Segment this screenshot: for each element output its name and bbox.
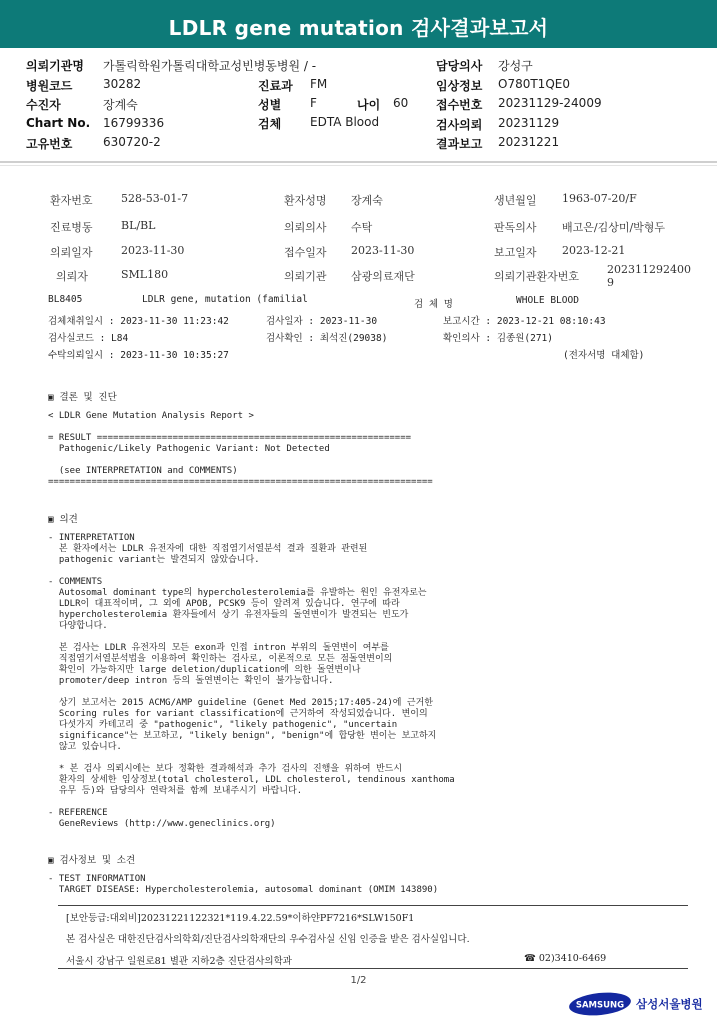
- form-value: 2023-12-21: [562, 244, 626, 257]
- form-label: 환자번호: [50, 194, 93, 207]
- test-name: LDLR gene, mutation (familial: [142, 294, 308, 305]
- text-line: GeneReviews (http://www.geneclinics.org): [48, 819, 276, 829]
- text-line: [48, 753, 455, 764]
- form-label: 의뢰일자: [50, 246, 93, 259]
- form-label: 의뢰자: [56, 270, 88, 283]
- page-number: 1/2: [350, 975, 367, 986]
- header-value: 강성구: [498, 59, 533, 73]
- text-line: TARGET DISEASE: Hypercholesterolemia, autosomal dominant (OMIM 143890): [48, 885, 439, 895]
- samsung-hospital-logo: [568, 990, 706, 1018]
- e-signature-note: (전자서명 대체함): [563, 350, 645, 361]
- text-line: 직접염기서열분석법을 이용하여 확인하는 검사로, 이론적으로 모든 점돌연변이의: [48, 654, 393, 664]
- age-value: 60: [393, 96, 409, 110]
- form-value: 2023-11-30: [351, 244, 415, 257]
- text-line: 않고 있습니다.: [48, 742, 122, 752]
- header-label: 임상정보: [436, 79, 483, 93]
- result-block: [48, 411, 433, 488]
- test-code: BL8405: [48, 294, 83, 305]
- header-value: F: [310, 96, 317, 110]
- header-value: O780T1QE0: [498, 77, 570, 91]
- form-value: SML180: [121, 268, 169, 281]
- form-value: 528-53-01-7: [121, 192, 189, 205]
- header-label: 결과보고: [436, 137, 483, 151]
- text-line: hypercholesterolemia 환자들에서 상기 유전자들의 돌연변이가 발견되는 빈도가: [48, 610, 409, 620]
- header-label: 접수번호: [436, 98, 483, 112]
- header-value: 가톨릭학원가톨릭대학교성빈병동병원 / -: [103, 59, 317, 73]
- text-line: Autosomal dominant type의 hypercholesterolemia를 유발하는 원인 유전자로는: [48, 588, 427, 598]
- header-label: 병원코드: [26, 79, 73, 93]
- lab-code: 검사실코드 : L84: [48, 333, 129, 344]
- form-value: 장계숙: [351, 194, 383, 207]
- text-line: 다섯가지 카테고리 중 "pathogenic", "likely pathogenic", "uncertain: [48, 720, 398, 730]
- header-value: 20231221: [498, 135, 560, 149]
- text-line: [48, 797, 455, 808]
- form-value: 202311292400: [607, 263, 691, 276]
- text-line: - INTERPRETATION: [48, 533, 135, 543]
- text-line: pathogenic variant는 발견되지 않았습니다.: [48, 555, 260, 565]
- form-label: 진료병동: [50, 221, 93, 234]
- form-label: 보고일자: [494, 246, 537, 259]
- text-line: promoter/deep intron 등의 돌연변이는 확인이 불가능합니다.: [48, 676, 334, 686]
- text-line: 본 환자에서는 LDLR 유전자에 대한 직접염기서열분석 결과 질환과 관련된: [48, 544, 368, 554]
- header-label: Chart No.: [26, 116, 91, 130]
- header-label: 진료과: [258, 79, 293, 93]
- opinion-block: [48, 533, 455, 830]
- text-line: 본 검사는 LDLR 유전자의 모든 exon과 인접 intron 부위의 돌연변이 여부를: [48, 643, 389, 653]
- text-line: (see INTERPRETATION and COMMENTS): [48, 466, 238, 476]
- text-line: [48, 455, 433, 466]
- text-line: 환자의 상세한 임상정보(total cholesterol, LDL cholesterol, tendinous xanthoma: [48, 775, 455, 785]
- header-label: 의뢰기관명: [26, 59, 84, 73]
- certification-line: 본 검사실은 대한진단검사의학회/진단검사의학재단의 우수검사실 신임 인증을 받은 검사실입니다.: [66, 934, 470, 945]
- header-label: 담당의사: [436, 59, 483, 73]
- header-value: 16799336: [103, 116, 165, 130]
- address-line: 서울시 강남구 일원로81 별관 지하2층 진단검사의학과: [66, 956, 292, 967]
- report-time: 보고시간 : 2023-12-21 08:10:43: [443, 316, 606, 327]
- header-label: 수진자: [26, 98, 61, 112]
- header-value: 630720-2: [103, 135, 161, 149]
- age-label: 나이: [357, 98, 381, 112]
- text-line: [48, 422, 433, 433]
- report-header-bar: [0, 0, 717, 48]
- text-line: significance"는 보고하고, "likely benign", "benign"에 합당한 변이는 보고하지: [48, 731, 437, 741]
- text-line: 다양합니다.: [48, 621, 108, 631]
- header-value: EDTA Blood: [310, 115, 380, 129]
- header-value: 20231129-24009: [498, 96, 602, 110]
- text-line: < LDLR Gene Mutation Analysis Report >: [48, 411, 254, 421]
- header-value: 30282: [103, 77, 142, 91]
- samsung-logo-icon: [568, 990, 706, 1018]
- form-value: 수탁: [351, 221, 373, 234]
- text-line: * 본 검사 의뢰시에는 보다 정확한 결과해석과 추가 검사의 진행을 위하여 반드시: [48, 764, 403, 774]
- header-label: 검사의뢰: [436, 118, 483, 132]
- header-value: 장계숙: [103, 98, 138, 112]
- header-label: 고유번호: [26, 137, 73, 151]
- form-label: 판독의사: [494, 221, 537, 234]
- info-section-title: ▣ 검사정보 및 소견: [48, 855, 136, 866]
- header-label: 검체: [258, 117, 282, 131]
- text-line: [48, 687, 455, 698]
- header-label: 성별: [258, 98, 282, 112]
- request-datetime: 수탁의뢰일시 : 2023-11-30 10:35:27: [48, 350, 229, 361]
- text-line: - TEST INFORMATION: [48, 874, 146, 884]
- info-block: [48, 874, 438, 896]
- form-value: 삼광의료재단: [351, 270, 415, 283]
- report-title: LDLR gene mutation 검사결과보고서: [168, 16, 549, 40]
- text-line: = RESULT ==========================================================: [48, 433, 412, 443]
- header-value: 20231129: [498, 116, 560, 130]
- text-line: LDLR이 대표적이며, 그 외에 APOB, PCSK9 등이 알려져 있습니다. 연구에 따라: [48, 599, 400, 609]
- form-value: 배고은/김상미/박형두: [562, 221, 666, 234]
- form-label: 의뢰의사: [284, 221, 327, 234]
- logo-en-text: SAMSUNG: [575, 1000, 625, 1011]
- form-label: 접수일자: [284, 246, 327, 259]
- text-line: [48, 632, 455, 643]
- form-value-cont: 9: [607, 276, 614, 289]
- security-line: [보안등급:대외비]20231221122321*119.4.22.59*이하얀PF7216*SLW150F1: [66, 913, 415, 924]
- form-label: 의뢰기관환자번호: [494, 270, 580, 283]
- form-value: BL/BL: [121, 219, 156, 232]
- text-line: Scoring rules for variant classification에 근거하여 작성되었습니다. 변이의: [48, 709, 428, 719]
- logo-ko-text: 삼성서울병원: [636, 997, 703, 1011]
- collect-datetime: 검체채취일시 : 2023-11-30 11:23:42: [48, 316, 229, 327]
- test-verifier: 검사확인 : 최석진(29038): [266, 333, 388, 344]
- text-line: [48, 566, 455, 577]
- verifying-doctor: 확인의사 : 김종원(271): [443, 333, 553, 344]
- form-value: 1963-07-20/F: [562, 192, 637, 205]
- result-section-title: ▣ 결론 및 진단: [48, 392, 117, 403]
- form-value: 2023-11-30: [121, 244, 185, 257]
- header-divider: [0, 165, 717, 166]
- text-line: - COMMENTS: [48, 577, 103, 587]
- test-date: 검사일자 : 2023-11-30: [266, 316, 378, 327]
- text-line: Pathogenic/Likely Pathogenic Variant: Not Detected: [48, 444, 330, 454]
- text-line: =======================================================================: [48, 477, 433, 487]
- text-line: - REFERENCE: [48, 808, 108, 818]
- phone-line: ☎ 02)3410-6469: [524, 953, 607, 964]
- opinion-section-title: ▣ 의견: [48, 514, 78, 525]
- text-line: 확인이 가능하지만 large deletion/duplication에 의한 돌연변이나: [48, 665, 361, 675]
- form-label: 의뢰기관: [284, 270, 327, 283]
- form-label: 생년월일: [494, 194, 537, 207]
- header-value: FM: [310, 77, 328, 91]
- text-line: 유무 등)와 담당의사 연락처를 함께 보내주시기 바랍니다.: [48, 786, 303, 796]
- form-label: 환자성명: [284, 194, 327, 207]
- specimen-label: 검 체 명: [414, 299, 453, 310]
- text-line: 상기 보고서는 2015 ACMG/AMP guideline (Genet Med 2015;17:405-24)에 근거한: [48, 698, 433, 708]
- header-divider: [0, 161, 717, 163]
- specimen-value: WHOLE BLOOD: [516, 295, 579, 306]
